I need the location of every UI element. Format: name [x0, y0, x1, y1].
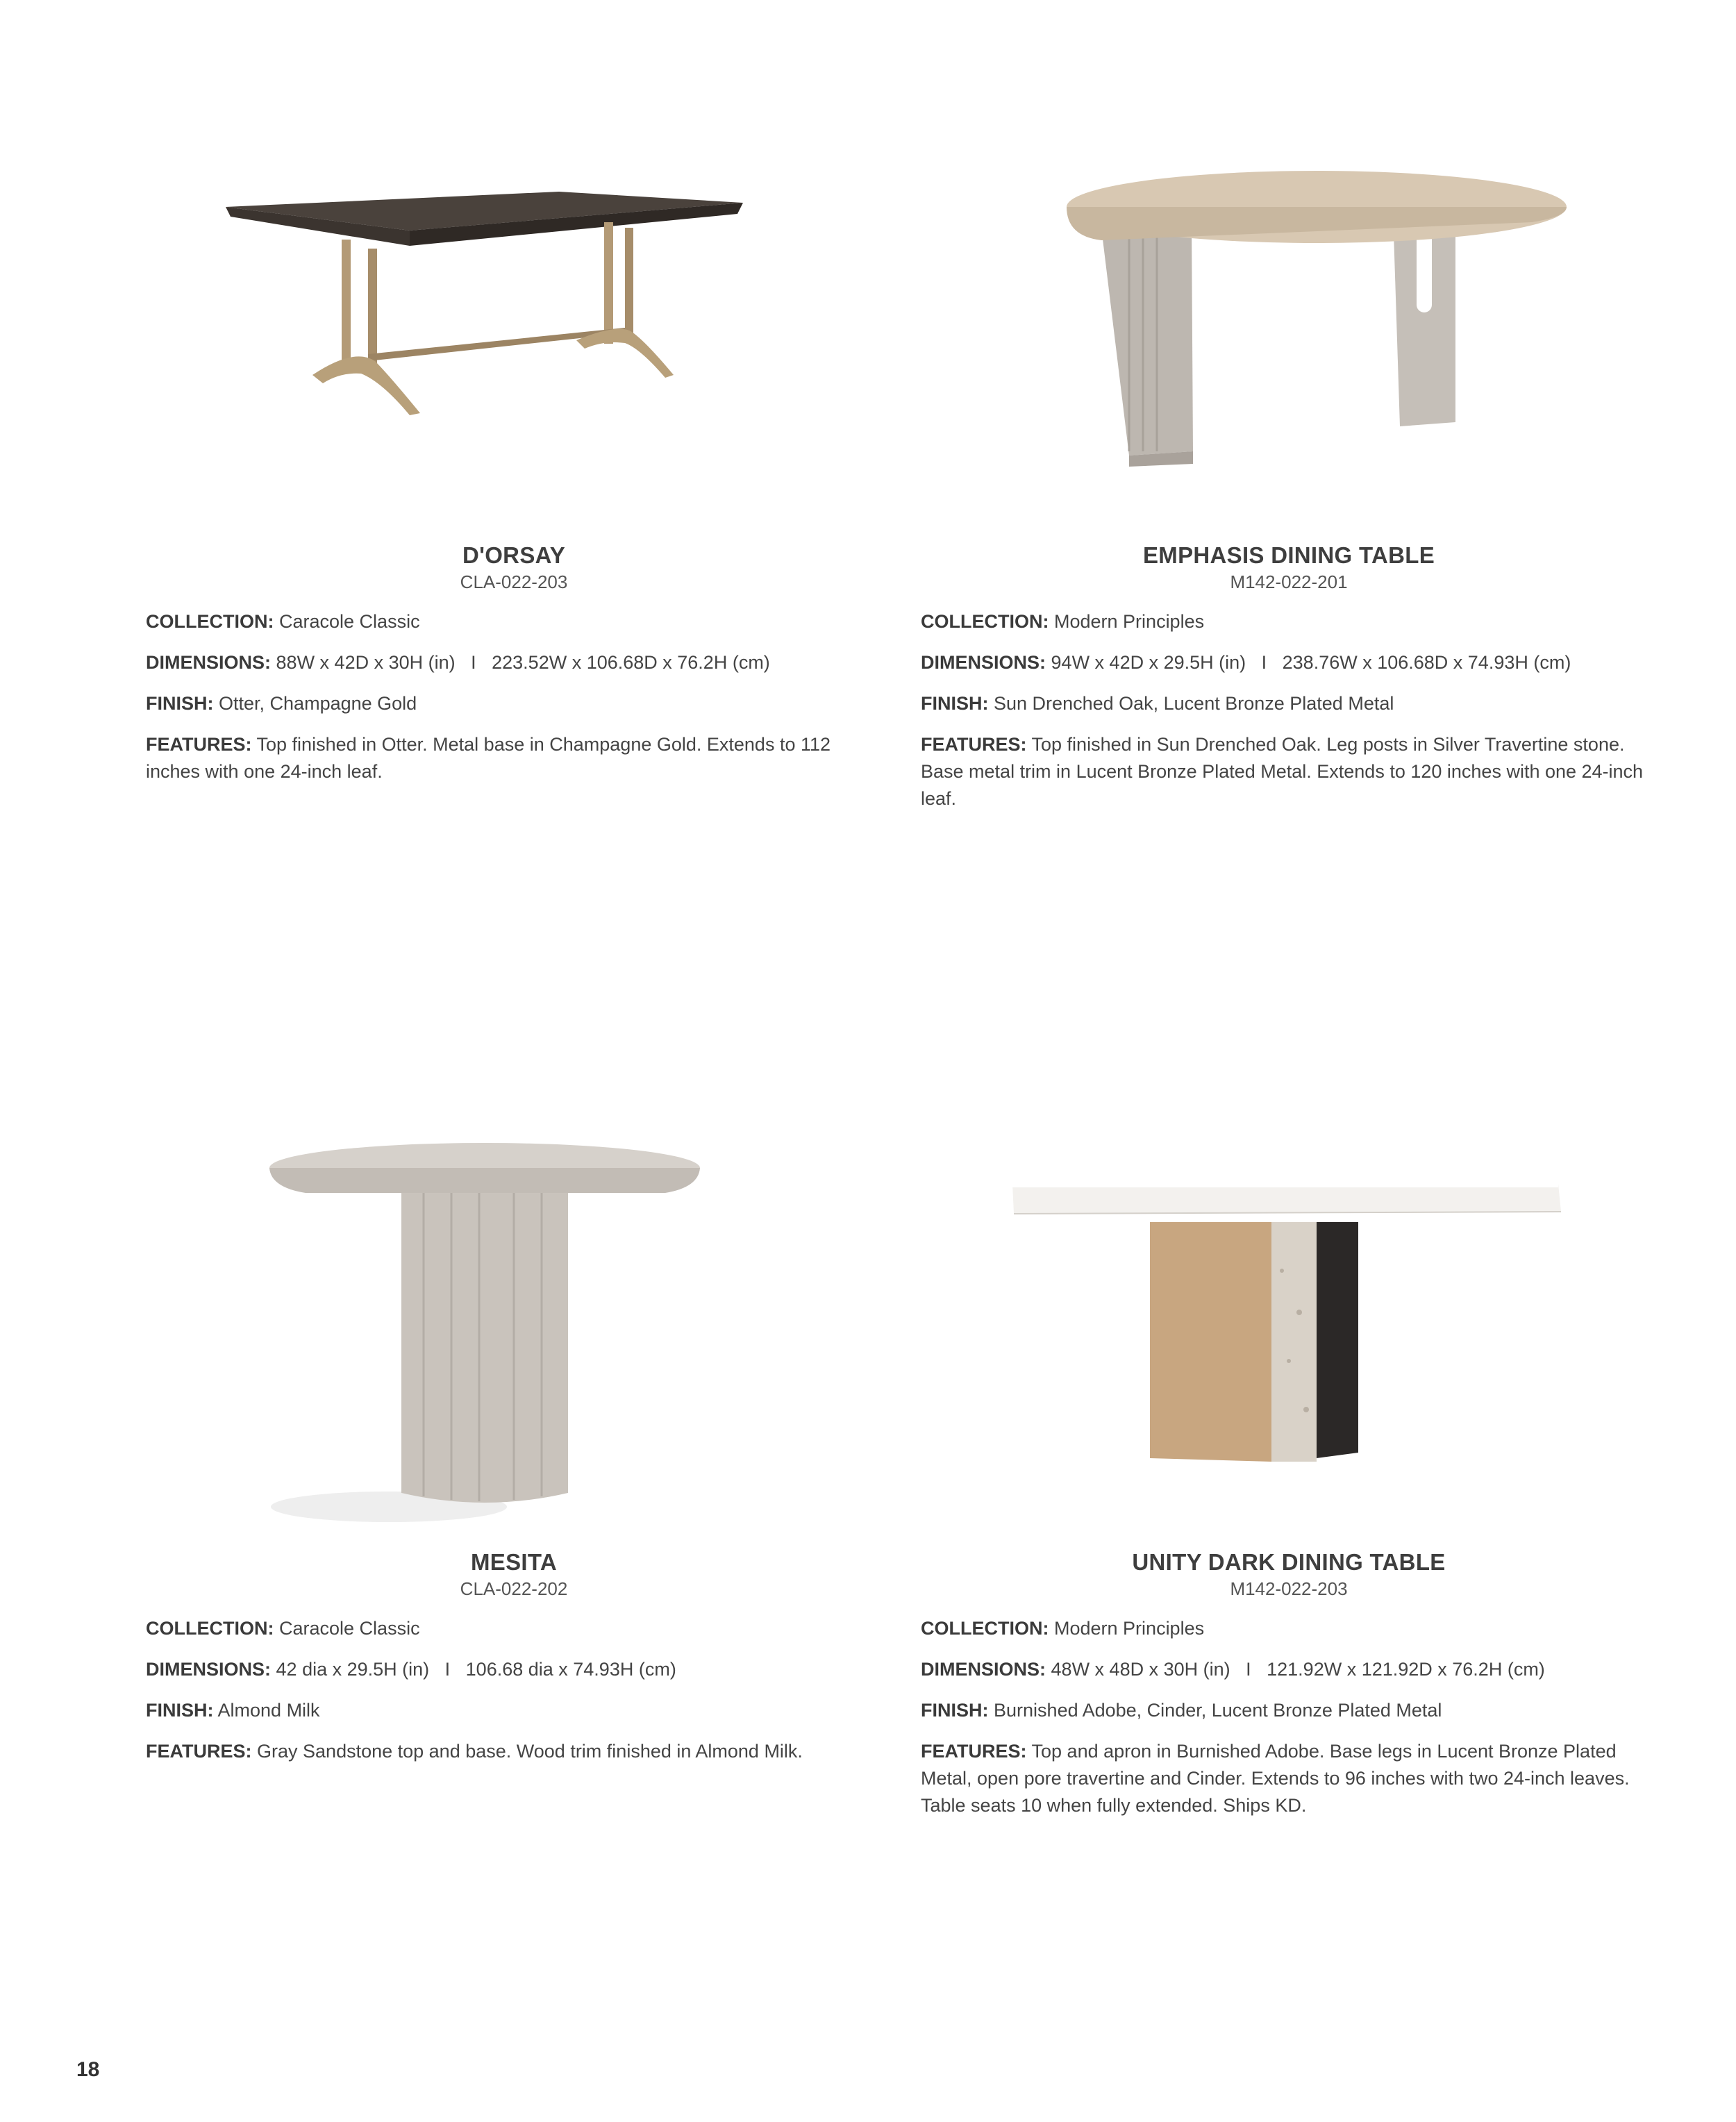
finish-line: [921, 1697, 1657, 1724]
features-label: FEATURES:: [921, 734, 1027, 755]
product-name: UNITY DARK DINING TABLE: [1132, 1549, 1446, 1575]
product-name: D'ORSAY: [462, 542, 566, 568]
features-label: FEATURES:: [921, 1741, 1027, 1762]
dimensions-line: [921, 1656, 1657, 1683]
finish-line: [921, 690, 1657, 717]
product-sku: M142-022-203: [1230, 1578, 1348, 1599]
features-line: [921, 1738, 1657, 1819]
collection-value: Modern Principles: [1054, 1618, 1205, 1639]
features-label: FEATURES:: [146, 734, 252, 755]
features-label: FEATURES:: [146, 1741, 252, 1762]
collection-line: [921, 1615, 1657, 1642]
finish-line: [146, 690, 882, 717]
collection-value: Modern Principles: [1054, 611, 1205, 632]
collection-value: Caracole Classic: [279, 611, 420, 632]
dimensions-label: DIMENSIONS:: [146, 1659, 272, 1680]
features-value: Top finished in Otter. Metal base in Champagne Gold. Extends to 112 inches with one 24-inch leaf.: [146, 734, 831, 782]
product-image-mesita: [146, 1132, 882, 1535]
finish-value: Otter, Champagne Gold: [219, 693, 417, 714]
product-card-dorsay: [146, 125, 882, 785]
finish-value: Burnished Adobe, Cinder, Lucent Bronze Plated Metal: [994, 1700, 1442, 1721]
dimensions-label: DIMENSIONS:: [921, 1659, 1046, 1680]
product-image-unity: [921, 1132, 1657, 1535]
collection-label: COLLECTION:: [146, 1618, 274, 1639]
dimensions-line: [146, 649, 882, 676]
dimensions-value: 94W x 42D x 29.5H (in) I 238.76W x 106.68D x 74.93H (cm): [1051, 652, 1571, 673]
finish-label: FINISH:: [146, 1700, 214, 1721]
dimensions-line: [146, 1656, 882, 1683]
features-value: Top finished in Sun Drenched Oak. Leg posts in Silver Travertine stone. Base metal trim in Lucent Bronze Plated Metal. Extends to 120 inches with one 24-inch leaf.: [921, 734, 1644, 809]
dimensions-value: 88W x 42D x 30H (in) I 223.52W x 106.68D x 76.2H (cm): [276, 652, 770, 673]
unity-table-illustration: [921, 1132, 1657, 1535]
dimensions-line: [921, 649, 1657, 676]
mesita-table-illustration: [146, 1132, 882, 1535]
collection-line: [146, 1615, 882, 1642]
product-card-emphasis: [921, 125, 1657, 812]
product-image-emphasis: [921, 125, 1657, 528]
collection-label: COLLECTION:: [921, 1618, 1049, 1639]
collection-label: COLLECTION:: [921, 611, 1049, 632]
dimensions-value: 42 dia x 29.5H (in) I 106.68 dia x 74.93H (cm): [276, 1659, 676, 1680]
finish-value: Sun Drenched Oak, Lucent Bronze Plated Metal: [994, 693, 1394, 714]
product-image-dorsay: [146, 125, 882, 528]
product-sku: CLA-022-203: [460, 571, 568, 592]
finish-label: FINISH:: [921, 693, 989, 714]
collection-label: COLLECTION:: [146, 611, 274, 632]
finish-label: FINISH:: [921, 1700, 989, 1721]
features-value: Top and apron in Burnished Adobe. Base legs in Lucent Bronze Plated Metal, open pore travertine and Cinder. Extends to 96 inches with two 24-inch leaves. Table seats 10 when fully extended. Ships KD.: [921, 1741, 1630, 1816]
page-number: 18: [76, 2058, 100, 2081]
product-name: MESITA: [470, 1549, 558, 1575]
finish-label: FINISH:: [146, 693, 214, 714]
finish-value: Almond Milk: [217, 1700, 320, 1721]
emphasis-table-illustration: [921, 125, 1657, 528]
collection-line: [146, 608, 882, 635]
features-value: Gray Sandstone top and base. Wood trim finished in Almond Milk.: [257, 1741, 803, 1762]
product-sku: CLA-022-202: [460, 1578, 568, 1599]
product-card-mesita: [146, 1132, 882, 1765]
dorsay-table-illustration: [146, 125, 882, 528]
product-name: EMPHASIS DINING TABLE: [1142, 542, 1435, 568]
features-line: [146, 1738, 882, 1765]
dimensions-label: DIMENSIONS:: [146, 652, 272, 673]
features-line: [921, 731, 1657, 812]
collection-line: [921, 608, 1657, 635]
product-sku: M142-022-201: [1230, 571, 1348, 592]
dimensions-label: DIMENSIONS:: [921, 652, 1046, 673]
dimensions-value: 48W x 48D x 30H (in) I 121.92W x 121.92D x 76.2H (cm): [1051, 1659, 1545, 1680]
features-line: [146, 731, 882, 785]
collection-value: Caracole Classic: [279, 1618, 420, 1639]
finish-line: [146, 1697, 882, 1724]
product-card-unity: [921, 1132, 1657, 1819]
